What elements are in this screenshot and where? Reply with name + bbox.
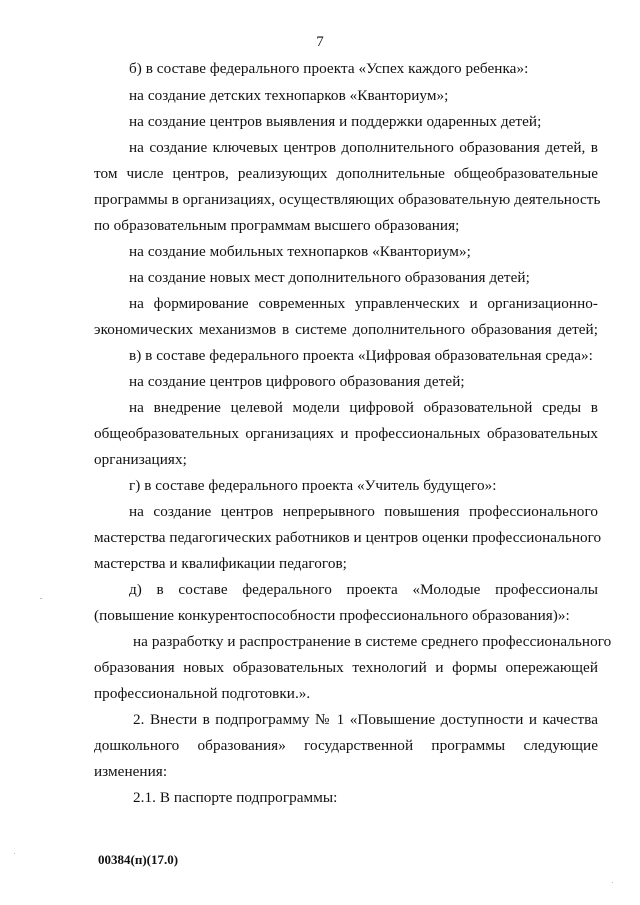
text-line: 2. Внести в подпрограмму № 1 «Повышение доступности и качества (133, 711, 598, 728)
text-line: профессиональной подготовки.». (94, 685, 311, 702)
scan-speck (40, 598, 42, 599)
text-line: 2.1. В паспорте подпрограммы: (133, 789, 338, 806)
text-line: на создание мобильных технопарков «Кванториум»; (129, 243, 471, 260)
scan-speck (612, 882, 613, 883)
text-line: на внедрение целевой модели цифровой образовательной среды в (129, 399, 598, 416)
text-line: мастерства педагогических работников и центров оценки профессионального (94, 529, 602, 546)
text-line: на формирование современных управленческих и организационно- (129, 295, 598, 312)
text-line: дошкольного образования» государственной программы следующие (94, 737, 598, 754)
text-line: на создание центров непрерывного повышения профессионального (129, 503, 598, 520)
text-line: программы в организациях, осуществляющих образовательную деятельность (94, 191, 601, 208)
text-line: изменения: (94, 763, 168, 780)
text-line: организациях; (94, 451, 187, 468)
text-line: на разработку и распространение в системе среднего профессионального (133, 633, 612, 650)
text-line: образования новых образовательных технологий и формы опережающей (94, 659, 598, 676)
text-line: общеобразовательных организациях и профессиональных образовательных (94, 425, 598, 442)
text-line: (повышение конкурентоспособности профессионального образования)»: (94, 607, 570, 624)
text-line: б) в составе федерального проекта «Успех каждого ребенка»: (129, 60, 529, 77)
text-line: в) в составе федерального проекта «Цифровая образовательная среда»: (129, 347, 593, 364)
text-line: на создание ключевых центров дополнительного образования детей, в (129, 139, 598, 156)
text-line: том числе центров, реализующих дополнительные общеобразовательные (94, 165, 598, 182)
text-line: мастерства и квалификации педагогов; (94, 555, 347, 572)
text-line: на создание центров выявления и поддержки одаренных детей; (129, 113, 542, 130)
text-line: на создание центров цифрового образования детей; (129, 373, 465, 390)
footer-code: 00384(п)(17.0) (98, 852, 179, 867)
text-line: по образовательным программам высшего образования; (94, 217, 460, 234)
text-line: г) в составе федерального проекта «Учитель будущего»: (129, 477, 497, 494)
text-line: на создание детских технопарков «Кванториум»; (129, 87, 449, 104)
page-number: 7 (316, 34, 324, 50)
text-line: д) в составе федерального проекта «Молодые профессионалы (129, 581, 598, 598)
text-line: на создание новых мест дополнительного образования детей; (129, 269, 530, 286)
text-line: экономических механизмов в системе дополнительного образования детей; (94, 321, 598, 338)
scan-speck (14, 853, 15, 854)
